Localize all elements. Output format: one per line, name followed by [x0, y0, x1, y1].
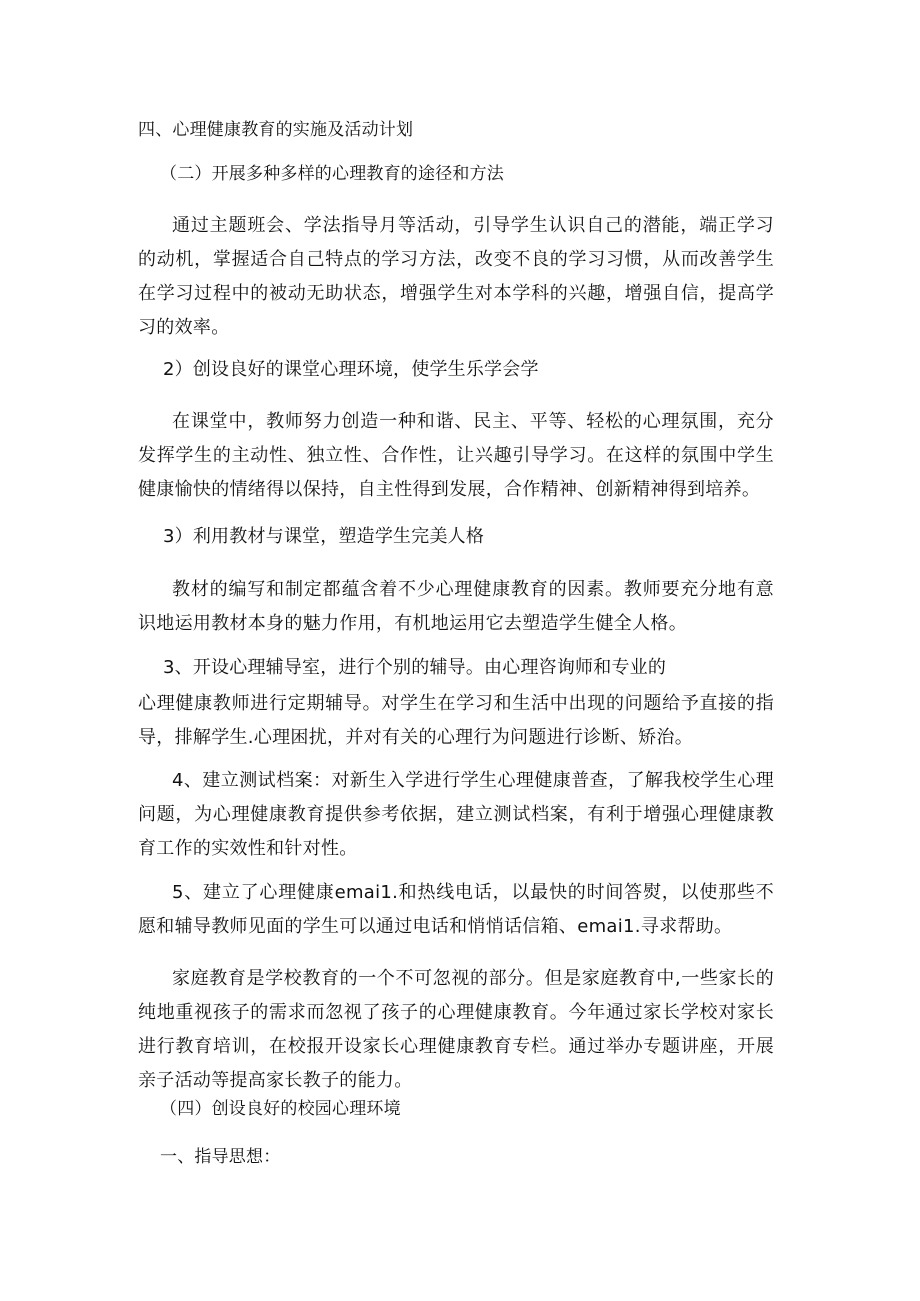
paragraph-classroom-atmosphere: 在课堂中，教师努力创造一种和谐、民主、平等、轻松的心理氛围，充分发挥学生的主动性、独立性、合作性，让兴趣引导学习。在这样的氛围中学生健康愉快的情绪得以保持，自主性得到发展，合作精神、创新精神得到培养。 [138, 411, 774, 500]
heading-guiding-ideology: 一、指导思想： [160, 1147, 281, 1167]
item-email-hotline: 5、建立了心理健康emai1.和热线电话，以最快的时间答熨，以使那些不愿和辅导教师见面的学生可以通过电话和悄悄话信箱、emai1.寻求帮助。 [138, 882, 774, 937]
item-heading-classroom: 2）创设良好的课堂心理环境，使学生乐学会学 [163, 359, 539, 380]
item-heading-textbook: 3）利用教材与课堂，塑造学生完美人格 [163, 526, 485, 547]
subsection-heading-two: （二）开展多种多样的心理教育的途径和方法 [160, 164, 504, 184]
item-counseling-room-first-line: 3、开设心理辅导室，进行个别的辅导。由心理咨询师和专业的 [163, 657, 667, 678]
section-heading-four: 四、心理健康教育的实施及活动计划 [138, 120, 414, 140]
paragraph-textbook: 教材的编写和制定都蕴含着不少心理健康教育的因素。教师要充分地有意识地运用教材本身的魅力作用，有机地运用它去塑造学生健全人格。 [138, 579, 774, 634]
paragraph-counseling-room: 心理健康教师进行定期辅导。对学生在学习和生活中出现的问题给予直接的指导，排解学生.心理困扰，并对有关的心理行为问题进行诊断、矫治。 [138, 693, 774, 748]
paragraph-study-guidance: 通过主题班会、学法指导月等活动，引导学生认识自己的潜能，端正学习的动机，掌握适合自己特点的学习方法，改变不良的学习习惯，从而改善学生在学习过程中的被动无助状态，增强学生对本学科的兴趣，增强自信，提高学习的效率。 [138, 215, 774, 338]
subsection-heading-four: （四）创设良好的校园心理环境 [160, 1099, 401, 1119]
paragraph-family-education: 家庭教育是学校教育的一个不可忽视的部分。但是家庭教育中,一些家长的纯地重视孩子的需求而忽视了孩子的心理健康教育。今年通过家长学校对家长进行教育培训，在校报开设家长心理健康教育专栏。通过举办专题讲座，开展亲子活动等提高家长教子的能力。 [138, 968, 774, 1091]
item-test-archive: 4、建立测试档案：对新生入学进行学生心理健康普查，了解我校学生心理问题，为心理健康教育提供参考依据，建立测试档案，有利于增强心理健康教育工作的实效性和针对性。 [138, 770, 774, 859]
